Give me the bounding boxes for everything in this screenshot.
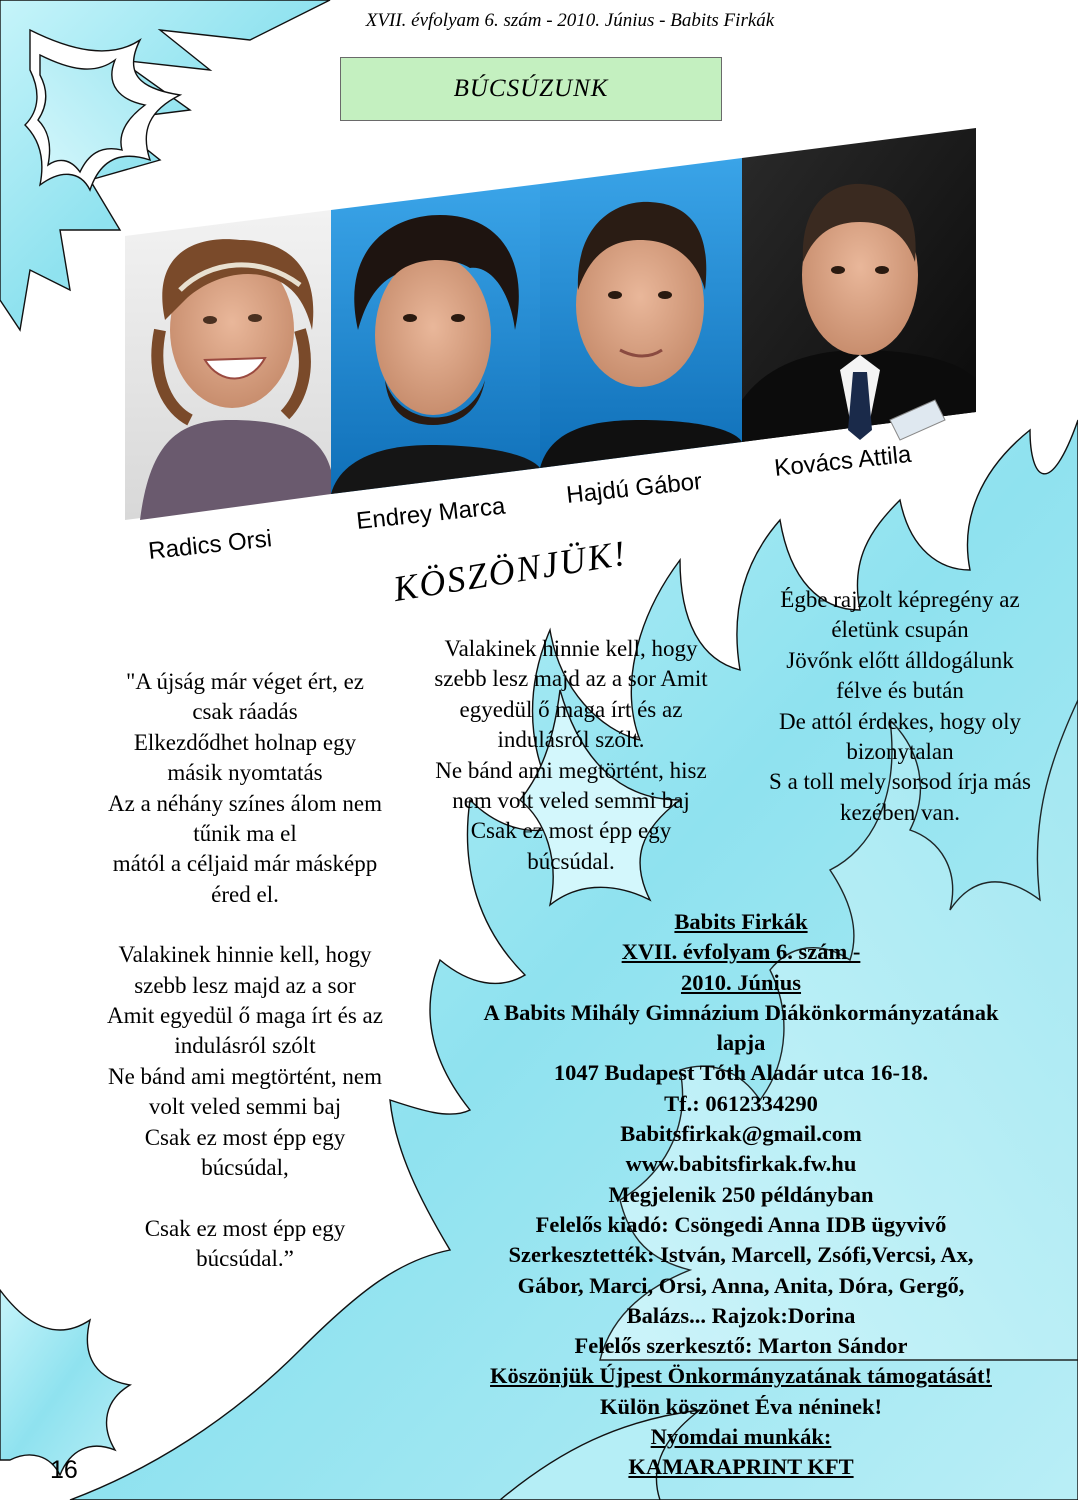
imprint-editors: Szerkesztették: István, Marcell, Zsófi,Vercsi, Ax, [508,1242,974,1268]
imprint-copies: Megjelenik 250 példányban [608,1181,874,1207]
imprint-thanks-special: Külön köszönet Éva néninek! [600,1393,882,1419]
poem-line: indulásról szólt [174,1033,316,1059]
poem-line: Jövőnk előtt álldogálunk [786,647,1014,673]
imprint-thanks-sponsor: Köszönjük Újpest Önkormányzatának támogatását! [490,1363,992,1389]
poem-line: szebb lesz majd az a sor [134,972,356,998]
poem-line: Csak ez most épp egy [470,818,672,844]
photo-endrey-marca [331,184,540,494]
poem-line: indulásról szólt. [497,727,645,753]
caption-hajdu-gabor: Hajdú Gábor [565,467,704,510]
poem-right [740,585,1060,828]
poem-line: Ne bánd ami megtörtént, nem [107,1063,382,1089]
caption-kovacs-attila: Kovács Attila [773,440,913,483]
poem-line: Ne bánd ami megtörtént, hisz [435,757,707,783]
poem-line: búcsúdal. [527,848,615,874]
page-title-box [340,57,722,121]
imprint-website[interactable]: www.babitsfirkak.fw.hu [625,1151,857,1177]
poem-line: volt veled semmi baj [148,1094,342,1120]
poem-line: bizonytalan [846,739,954,765]
photo-radics-orsi [125,210,331,520]
imprint-date: 2010. Június [680,969,802,995]
imprint-editors-cont: Gábor, Marci, Orsi, Anna, Anita, Dóra, Gergő, [517,1272,965,1298]
imprint-email[interactable]: Babitsfirkak@gmail.com [620,1121,862,1147]
imprint-chief-editor: Felelős szerkesztő: Marton Sándor [574,1333,908,1359]
poem-line: Csak ez most épp egy [144,1215,346,1241]
poem-line: Valakinek hinnie kell, hogy [118,942,372,968]
poem-line: csak ráadás [192,699,298,725]
imprint-block [420,907,1062,1483]
page-title: BÚCSÚZUNK [453,75,609,102]
caption-radics-orsi: Radics Orsi [147,525,274,566]
poem-line: búcsúdal, [201,1155,289,1181]
poem-left [70,667,420,1274]
stanza-gap [70,1184,420,1214]
photo-hajdu-gabor [540,158,742,468]
caption-endrey-marca: Endrey Marca [355,492,507,536]
bottom-left-flame [0,1290,130,1475]
poem-line: éred el. [211,881,279,907]
poem-middle [398,634,744,877]
poem-line: Amit egyedül ő maga írt és az [107,1003,383,1029]
thanks-heading: KÖSZÖNJÜK! [390,532,630,610]
photo-kovacs-attila [742,128,976,442]
imprint-printer: KAMARAPRINT KFT [628,1454,854,1480]
poem-line: szebb lesz majd az a sor Amit [434,666,708,692]
running-header: XVII. évfolyam 6. szám - 2010. Június - Babits Firkák [365,10,775,31]
imprint-print-label: Nyomdai munkák: [650,1424,832,1450]
imprint-phone: Tf.: 0612334290 [664,1090,818,1116]
poem-line: De attól érdekes, hogy oly [778,708,1022,734]
imprint-address: 1047 Budapest Tóth Aladár utca 16-18. [553,1060,929,1086]
imprint-issue: XVII. évfolyam 6. szám - [621,939,861,965]
poem-line: Elkezdődhet holnap egy [133,729,357,755]
poem-line: egyedül ő maga írt és az [459,696,683,722]
poem-line: félve és bután [836,678,964,704]
poem-line: életünk csupán [831,617,969,643]
poem-line: S a toll mely sorsod írja más [769,769,1031,795]
imprint-publisher: Felelős kiadó: Csöngedi Anna IDB ügyvivő [535,1211,947,1237]
poem-line: kezében van. [839,799,961,825]
imprint-name: Babits Firkák [674,909,808,934]
imprint-editors-cont: Balázs... Rajzok:Dorina [626,1302,856,1328]
poem-line: búcsúdal.” [196,1245,294,1271]
poem-line: Az a néhány színes álom nem [108,790,382,816]
poem-line: Valakinek hinnie kell, hogy [444,636,698,661]
poem-line: másik nyomtatás [167,760,323,786]
stanza-gap [70,910,420,940]
poem-line: Csak ez most épp egy [144,1124,346,1150]
imprint-org-cont: lapja [716,1030,766,1056]
poem-line: "A újság már véget ért, ez [125,669,365,694]
imprint-org: A Babits Mihály Gimnázium Diákönkormányzatának [483,999,999,1025]
poem-line: tűnik ma el [193,821,297,847]
poem-line: mától a céljaid már másképp [112,851,378,877]
page-number: 16 [50,1456,78,1484]
poem-line: nem volt veled semmi baj [452,788,690,814]
poem-line: Égbe rajzolt képregény az [780,587,1020,612]
